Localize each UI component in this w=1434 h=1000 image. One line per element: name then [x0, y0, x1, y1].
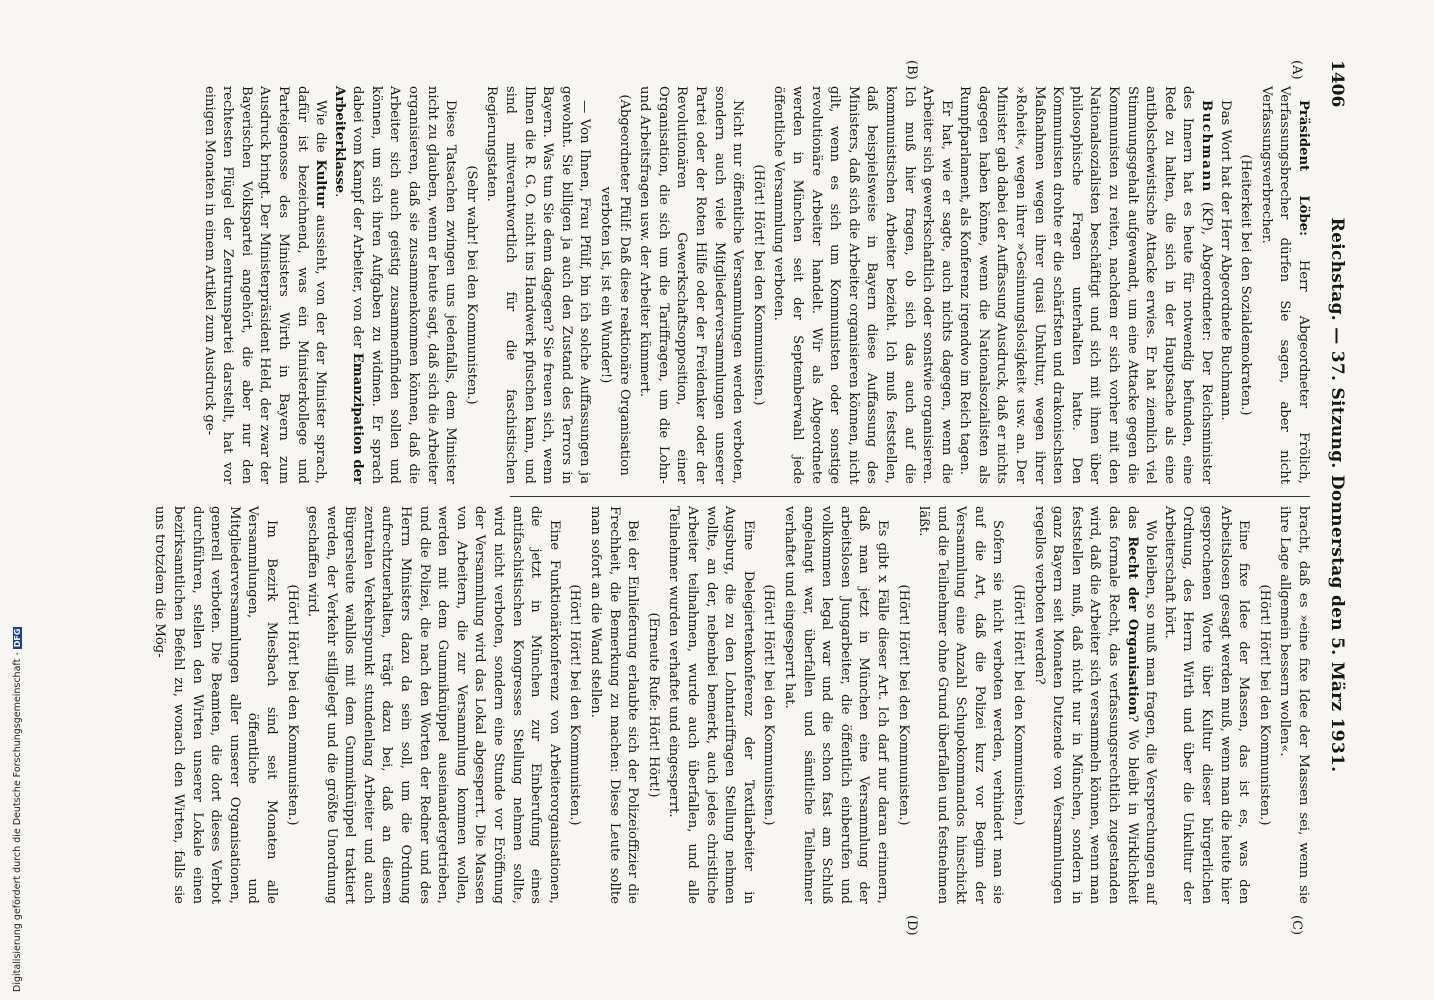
- left-column: [201, 86, 1312, 484]
- speech-text: Wie die: [313, 100, 329, 160]
- column-divider: [510, 496, 1310, 497]
- dfg-logo: DFG: [13, 628, 22, 648]
- emphasis: Emanzipation der Arbeiterklasse: [331, 86, 366, 484]
- emphasis: Kultur: [313, 159, 329, 208]
- page-number: 1406: [1327, 60, 1347, 108]
- digitization-credit: [12, 627, 23, 992]
- paragraph: bracht, daß es »eine fixe Idee der Massen sei, wenn sie ihre Lage allgemein bessern wollen«.: [1277, 506, 1311, 904]
- speech-text: Wo bleiben, so muß man fragen, die Versprechungen auf das: [1124, 506, 1159, 904]
- speech-text: Diese Tatsachen zwingen uns jedenfalls, dem Minister nicht zu glauben, wenn er heute sagt, daß sich die Arbeiter organisieren, daß sie zusammenkommen können, daß die Arbeiter sich auch geistig zusammenfinden sollen und können, um sich ihren Aufgaben zu widmen. Er sprach dabei vom Kampf der Arbeiter, von der: [350, 86, 459, 484]
- paragraph: Er hat, wie er sagte, auch nichts dagegen, wenn die Arbeiter sich gewerkschaftlich oder sonstwie organisieren. Ich muß hier fragen, ob sich das auch auf die kommunistischen Arbeiter bezieht. Ich muß feststellen, daß beispielsweise in Bayern diese Auffassung des Ministers, daß sich die Arbeiter organisieren können, nicht gilt, wenn es sich um Kommunisten oder sonstige revolutionäre Arbeiter handelt. Wir als Abgeordnete werden in München seit der Septemberwahl jede öffentliche Versammlung verboten.: [771, 86, 954, 484]
- paragraph: [1256, 86, 1312, 484]
- interjection: (Hört! Hört! bei den Kommunisten.): [761, 584, 777, 826]
- interjection: (Erneute Rufe: Hört! Hört!): [645, 612, 661, 798]
- margin-marker-a: (A): [1289, 60, 1304, 80]
- page-title: Reichstag. — 37. Sitzung. Donnerstag den 5. März 1931.: [1327, 217, 1347, 773]
- speech-text: Herr Abgeordneter Frölich, Verfassungsbrecher dürfen Sie sagen, aber nicht Verfassungsverbrecher.: [1258, 86, 1311, 484]
- page-header: [1322, 60, 1352, 930]
- interjection: (Hört! Hört! bei den Kommunisten.): [284, 584, 300, 826]
- interjection: (Hört! Hört! bei den Kommunisten.): [1256, 584, 1272, 826]
- interjection: (Hört! Hört! bei den Kommunisten.): [750, 164, 766, 406]
- speech-text: aussieht, von der der Minister sprach, dafür ist bezeichnend, was ein Ministerkollege und Parteigenosse des Ministers Wirth in Bayern zum Ausdruck bringt. Der Ministerpräsident Held, der zwar der Bayerischen Volkspartei angehört, die aber nur den rechtesten Flügel der Zentrumspartei darstellt, hat vor einigen Monaten in einem Artikel zum Ausdruck ge-: [201, 86, 329, 484]
- paragraph: Sofern sie nicht verboten werden, verhindert man sie auf die Art, daß die Polizei kurz vor Beginn der Versammlung eine Anzahl Schupokommandos hinschickt und die Teilnehmer ohne Grund überfallen und festnehmen läßt.: [916, 506, 1006, 904]
- speaker-name: Buchmann: [1199, 100, 1215, 193]
- interjection: (Abgeordneter Pfülf: Daß diese reaktionäre Organisation verboten ist, ist ein Wunder!): [598, 94, 632, 476]
- paragraph: Es gibt x Fälle dieser Art. Ich darf nur daran erinnern, daß man jetzt in München eine Versammlung der arbeitslosen Jungarbeiter, die öffentlich einberufen und vollkommen legal war und die schon fast am Schluß angelangt war, überfallen und sämtliche Teilnehmer verhaftet und eingesperrt hat.: [781, 506, 890, 904]
- paragraph: [1029, 506, 1159, 904]
- credit-text: Digitalisierung gefördert durch die Deutsche Forschungsgemeinschaft -: [12, 652, 23, 992]
- interjection: (Hört! Hört! bei den Kommunisten.): [567, 584, 583, 826]
- right-column: [152, 506, 1312, 904]
- paragraph: Nicht nur öffentliche Versammlungen werden verboten, sondern auch viele Mitgliederversammlungen unserer Partei oder der Roten Hilfe oder der Freidenker oder der Revolutionären Gewerkschaftsopposition, einer Organisation, die sich um die Tariffragen, um die Lohn- und Arbeitsfragen usw. der Arbeiter kümmert.: [637, 86, 746, 484]
- paragraph: [199, 86, 329, 484]
- paragraph: Bei der Einlieferung erlaubte sich der Polizeioffizier die Frechheit, die Bemerkung zu machen: Diese Leute sollte man sofort an die Wand stellen.: [588, 506, 641, 904]
- interjection: (Hört! Hört! bei den Kommunisten.): [1011, 584, 1027, 826]
- paragraph: Das Wort hat der Herr Abgeordnete Buchmann.: [1217, 100, 1233, 421]
- paragraph: Im Bezirk Miesbach sind seit Monaten alle Versammlungen, öffentliche und Mitgliederversammlungen aller unserer Organisationen, generell verboten. Die Beamten, die dort dieses Verbot durchführen, stellen den Wirten unserer Lokale einen bezirksamtlichen Befehl zu, wonach den Wirten, falls sie uns trotzdem die Mög-: [152, 506, 279, 904]
- paragraph: — Von Ihnen, Frau Pfülf, bin ich solche Auffassungen ja gewohnt. Sie billigen ja auch den Zustand des Terrors in Bayern. Was tun Sie denn dagegen? Sie freuen sich, wenn Ihnen die R. G. O. nicht ins Handwerk pfuschen kann, und sind mitverantwortlich für die faschistischen Regierungstaten.: [484, 86, 593, 484]
- margin-marker-c: (C): [1289, 915, 1304, 936]
- margin-marker-d: (D): [904, 915, 919, 936]
- margin-marker-b: (B): [904, 60, 919, 80]
- paragraph: [329, 86, 459, 484]
- paragraph: Eine fixe Idee der Massen, das ist es, was den Arbeitslosen gesagt werden muß, wenn man die heute hier gesprochenen Worte über Kultur dieser bürgerlichen Ordnung, des Herrn Wirth und über die Unkultur der Arbeiterschaft hört.: [1161, 506, 1252, 904]
- speech-text: .: [331, 193, 347, 198]
- interjection: (Sehr wahr! bei den Kommunisten.): [463, 165, 479, 405]
- speech-text: (KP), Abgeordneter: Der Reichsminister des Innern hat es heute für notwendig befunden, eine Rede zu halten, die sich in der Hauptsache als eine antibolschewistische Attacke erwies. Er hat ziemlich viel Stimmungsgehalt aufgewandt, um eine Attacke gegen die Kommunisten zu reiten, nachdem er sich vorher mit den Nationalsozialisten beschäftigt und sich mit ihnen über philosophische Fragen unterhalten hatte. Den Kommunisten drohte er die schärfsten und drakonischsten Maßnahmen wegen ihrer quasi Unkultur, wegen ihrer »Roheit«, wegen ihrer »Gesinnungslosigkeit« usw. an. Der Minister gab dabei der Auffassung Ausdruck, daß er nichts dagegen haben könne, wenn die Nationalsozialisten als Rumpfparlament, als Konferenz irgendwo im Reich tagen.: [957, 86, 1215, 484]
- paragraph: Eine Funktionärkonferenz von Arbeiterorganisationen, die jetzt in München zur Einberufung eines antifaschistischen Kongresses Stellung nehmen sollte, wird nicht verboten, sondern eine Stunde vor Eröffnung der Versammlung wird das Lokal abgesperrt. Die Massen von Arbeitern, die zur Versammlung kommen wollen, werden mit dem Gummiknüppel auseinandergetrieben, und die Polizei, die nach den Worten der Redner und des Herrn Ministers dazu da sein soll, um die Ordnung aufrechtzuerhalten, trägt dazu bei, daß an diesem zentralen Verkehrspunkt stundenlang Arbeiter und auch Bürgersleute wahllos mit dem Gummiknüppel traktiert werden, der Verkehr stillgelegt und die größte Unordnung geschaffen wird.: [305, 506, 562, 904]
- interjection: (Heiterkeit bei den Sozialdemokraten.): [1238, 154, 1254, 416]
- speech-text: ? Wo bleibt in Wirklichkeit das formale Recht, das verfassungsrechtlich zugestanden wird, daß die Arbeiter sich versammeln können, wenn man feststellen muß, daß nicht nur in München, sondern in ganz Bayern seit Monaten Dutzende von Versammlungen regellos verboten werden?: [1031, 506, 1140, 904]
- speaker-name: Präsident Löbe:: [1296, 100, 1311, 236]
- emphasis: Recht der Organisation: [1124, 536, 1140, 716]
- paragraph: [955, 86, 1215, 484]
- interjection: (Hört! Hört! bei den Kommunisten.): [895, 584, 911, 826]
- paragraph: Eine Delegiertenkonferenz der Textilarbeiter in Augsburg, die zu den Lohntariffragen Stellung nehmen wollte, an der, nebenbei bemerkt, auch jedes christliche Arbeiter teilnahmen, wurde auch überfallen, und alle Teilnehmer wurden verhaftet und eingesperrt.: [666, 506, 756, 904]
